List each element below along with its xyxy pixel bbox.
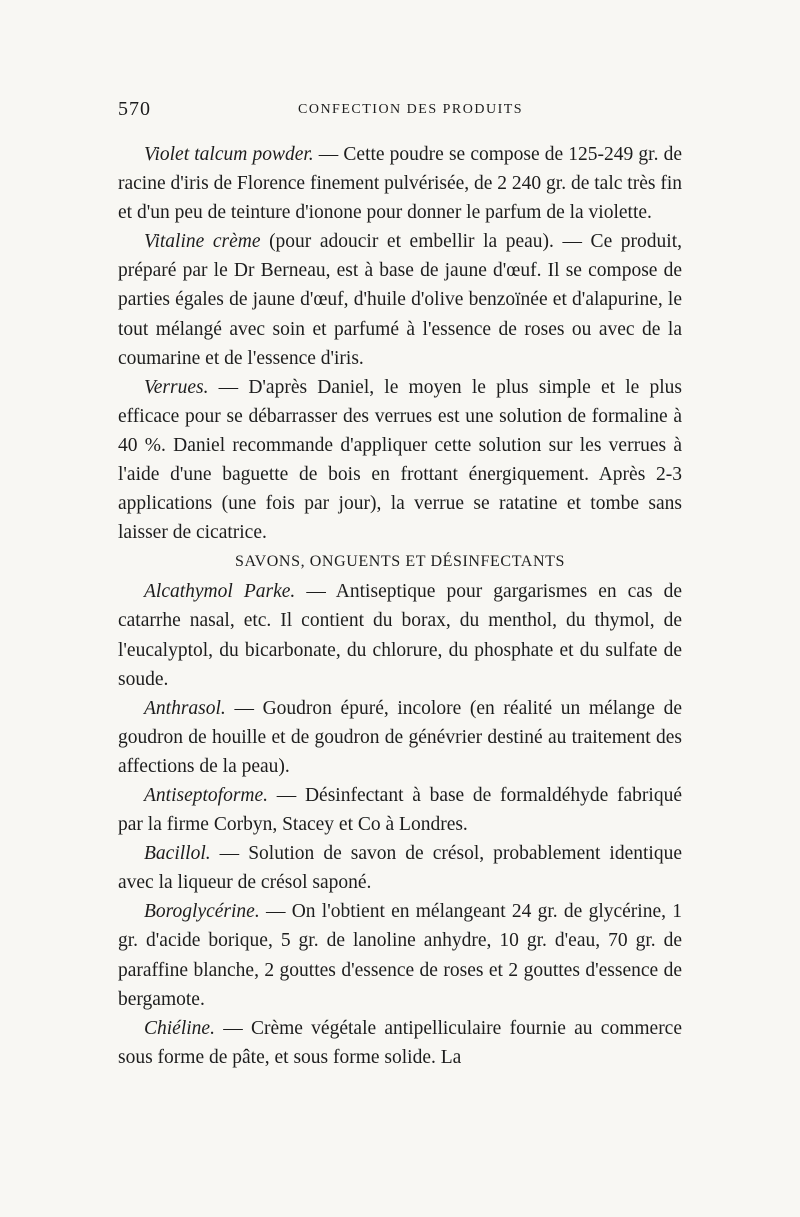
entry-term: Verrues. [144, 376, 209, 398]
entry-text: — Antiseptique pour gargarismes en cas de catarrhe nasal, etc. Il contient du borax, du menthol, du thymol, de l'eucalyptol, du bicarbonate, du chlorure, du phosphate et du sulfate de soude. [118, 581, 682, 690]
entry-text: — Cette poudre se compose de 125-249 gr. de racine d'iris de Florence finement pulvérisée, de 2 240 gr. de talc très fin et d'un peu de teinture d'ionone pour donner le parfum de la violette. [118, 144, 682, 224]
running-head: CONFECTION DES PRODUITS [298, 102, 524, 117]
entry-term: Violet talcum powder. [144, 144, 314, 165]
entry-term: Boroglycérine. [144, 901, 260, 923]
page-header [118, 98, 682, 122]
entry-text: — Solution de savon de crésol, probablement identique avec la liqueur de crésol saponé. [118, 843, 682, 894]
entry-alcathymol [118, 577, 682, 693]
entry-term: Bacillol. [144, 843, 211, 865]
entry-boroglycerine [118, 897, 682, 1013]
entry-vitaline [118, 227, 682, 372]
entry-term: Alcathymol Parke. [144, 581, 296, 603]
entry-term: Antiseptoforme. [144, 784, 269, 806]
entry-text: — D'après Daniel, le moyen le plus simple et le plus efficace pour se débarrasser des verrues est une solution de formaline à 40 %. Daniel recommande d'appliquer cette solution sur les verrues à l'aide d'une baguette de bois en frottant énergiquement. Après 2-3 applications (une fois par jour), la verrue se ratatine et tombe sans laisser de cicatrice. [118, 376, 682, 544]
section-title: SAVONS, ONGUENTS ET DÉSINFECTANTS [235, 553, 565, 571]
page-number: 570 [118, 98, 151, 120]
entry-bacillol [118, 839, 682, 897]
page-body [118, 140, 682, 1072]
entry-text: — Crème végétale antipelliculaire fournie au commerce sous forme de pâte, et sous forme solide. La [118, 1017, 682, 1068]
entry-term: Anthrasol. [144, 697, 226, 719]
entry-chieline [118, 1014, 682, 1072]
entry-violet-talcum [118, 140, 682, 227]
entry-text: (pour adoucir et embellir la peau). — Ce produit, préparé par le Dr Berneau, est à base de jaune d'œuf. Il se compose de parties égales de jaune d'œuf, d'huile d'olive benzoïnée et d'alapurine, le tout mélangé avec soin et parfumé à l'essence de roses ou avec de la coumarine et de l'essence d'iris. [118, 231, 682, 369]
entry-text: — Désinfectant à base de formaldéhyde fabriqué par la firme Corbyn, Stacey et Co à Londres. [118, 784, 682, 836]
entry-term: Vitaline crème [144, 231, 261, 253]
entry-term: Chiéline. [144, 1017, 215, 1039]
entry-anthrasol [118, 694, 682, 781]
entry-antiseptoforme [118, 781, 682, 839]
entry-text: — Goudron épuré, incolore (en réalité un mélange de goudron de houille et de goudron de génévrier destiné au traitement des affections de la peau). [118, 697, 682, 777]
entry-verrues [118, 373, 682, 548]
entry-text: — On l'obtient en mélangeant 24 gr. de glycérine, 1 gr. d'acide borique, 5 gr. de lanoline anhydre, 10 gr. d'eau, 70 gr. de paraffine blanche, 2 gouttes d'essence de roses et 2 gouttes d'essence de bergamote. [118, 901, 682, 1010]
